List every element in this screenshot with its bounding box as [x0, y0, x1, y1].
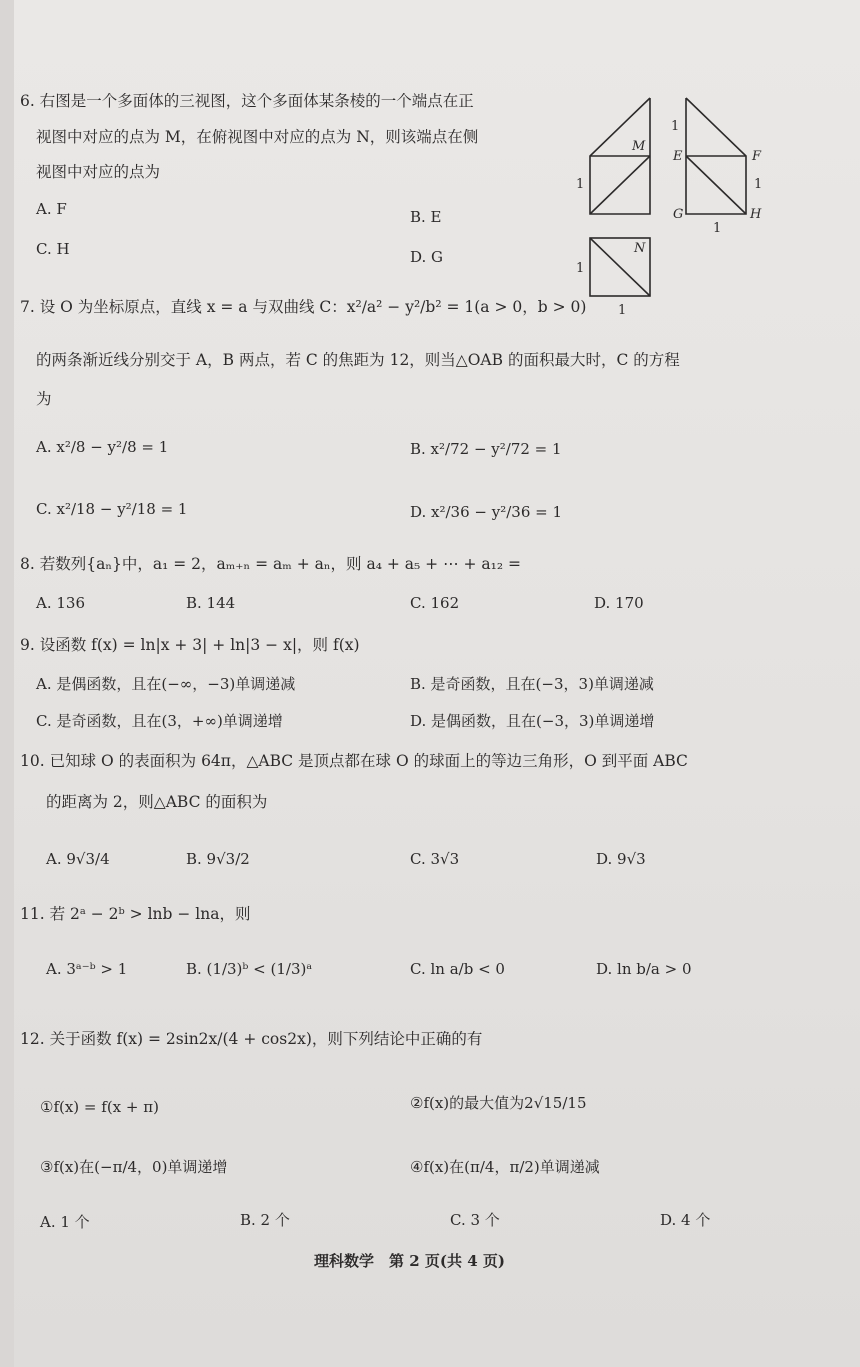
q12-option-c: C. 3 个	[450, 1211, 500, 1229]
q12-statement-4: ④f(x)在(π/4，π/2)单调递减	[410, 1158, 600, 1176]
side-view	[686, 98, 746, 214]
exam-page	[14, 0, 860, 1367]
q12-option-b: B. 2 个	[240, 1211, 290, 1229]
q8-option-b: B. 144	[186, 594, 236, 612]
q9-option-b: B. 是奇函数，且在(−3，3)单调递减	[410, 675, 654, 693]
label-f: F	[752, 149, 762, 164]
q12-line: 12. 关于函数 f(x) = 2sin2x/(4 + cos2x)，则下列结论中正确的有	[20, 1030, 483, 1048]
q10-option-d: D. 9√3	[596, 850, 646, 868]
q12-option-a: A. 1 个	[40, 1213, 90, 1231]
q6-option-b: B. E	[410, 208, 442, 226]
q7-option-b: B. x²/72 − y²/72 = 1	[410, 440, 562, 458]
q11-option-d: D. ln b/a > 0	[596, 960, 692, 978]
q7-option-a: A. x²/8 − y²/8 = 1	[36, 438, 169, 456]
q10-option-c: C. 3√3	[410, 850, 460, 868]
q11-option-a: A. 3ᵃ⁻ᵇ > 1	[46, 960, 128, 978]
q12-statement-1: ①f(x) = f(x + π)	[40, 1098, 159, 1116]
q8-option-c: C. 162	[410, 594, 460, 612]
q6-option-d: D. G	[410, 248, 444, 266]
q12-statement-2: ②f(x)的最大值为2√15/15	[410, 1094, 587, 1112]
q11-option-c: C. ln a/b < 0	[410, 960, 505, 978]
q12-option-d: D. 4 个	[660, 1211, 711, 1229]
front-dim-1: 1	[576, 177, 585, 192]
q9-option-d: D. 是偶函数，且在(−3，3)单调递增	[410, 712, 655, 730]
q11-line: 11. 若 2ᵃ − 2ᵇ > lnb − lna，则	[20, 905, 251, 923]
top-dim-bottom: 1	[618, 303, 627, 318]
q8-option-a: A. 136	[36, 594, 85, 612]
q9-option-a: A. 是偶函数，且在(−∞，−3)单调递减	[36, 675, 296, 693]
label-g: G	[673, 207, 684, 222]
top-dim-left: 1	[576, 261, 585, 276]
q7-option-c: C. x²/18 − y²/18 = 1	[36, 500, 188, 518]
q7-line-1: 7. 设 O 为坐标原点，直线 x = a 与双曲线 C：x²/a² − y²/b² = 1(a > 0，b > 0)	[20, 298, 587, 316]
side-dim-top: 1	[671, 119, 680, 134]
q7-option-d: D. x²/36 − y²/36 = 1	[410, 503, 563, 521]
q6-line-2: 视图中对应的点为 M，在俯视图中对应的点为 N，则该端点在侧	[36, 128, 479, 146]
q6-option-a: A. F	[36, 200, 67, 218]
label-e: E	[673, 149, 683, 164]
q10-line-1: 10. 已知球 O 的表面积为 64π，△ABC 是顶点都在球 O 的球面上的等边三角形，O 到平面 ABC	[20, 752, 688, 770]
q7-line-2: 的两条渐近线分别交于 A，B 两点，若 C 的焦距为 12，则当△OAB 的面积最大时，C 的方程	[36, 351, 680, 369]
q9-option-c: C. 是奇函数，且在(3，+∞)单调递增	[36, 712, 283, 730]
q11-option-b: B. (1/3)ᵇ < (1/3)ᵃ	[186, 960, 313, 978]
q12-statement-3: ③f(x)在(−π/4，0)单调递增	[40, 1158, 228, 1176]
page-footer: 理科数学 第 2 页(共 4 页)	[314, 1252, 505, 1270]
q6-line-1: 6. 右图是一个多面体的三视图，这个多面体某条棱的一个端点在正	[20, 92, 474, 110]
q10-line-2: 的距离为 2，则△ABC 的面积为	[46, 793, 268, 811]
q7-line-3: 为	[36, 390, 52, 408]
side-dim-right: 1	[754, 177, 763, 192]
three-view-figure	[570, 92, 770, 322]
q10-option-b: B. 9√3/2	[186, 850, 250, 868]
q6-line-3: 视图中对应的点为	[36, 163, 161, 181]
q8-line: 8. 若数列{aₙ}中，a₁ = 2，aₘ₊ₙ = aₘ + aₙ，则 a₄ + a₅ + ⋯ + a₁₂ =	[20, 555, 521, 573]
label-m: M	[632, 139, 646, 154]
label-h: H	[750, 207, 762, 222]
label-n: N	[634, 241, 646, 256]
q9-line: 9. 设函数 f(x) = ln|x + 3| + ln|3 − x|，则 f(x)	[20, 636, 360, 654]
side-dim-bottom: 1	[713, 221, 722, 236]
front-view	[590, 98, 650, 214]
q6-option-c: C. H	[36, 240, 70, 258]
q8-option-d: D. 170	[594, 594, 644, 612]
q10-option-a: A. 9√3/4	[46, 850, 110, 868]
